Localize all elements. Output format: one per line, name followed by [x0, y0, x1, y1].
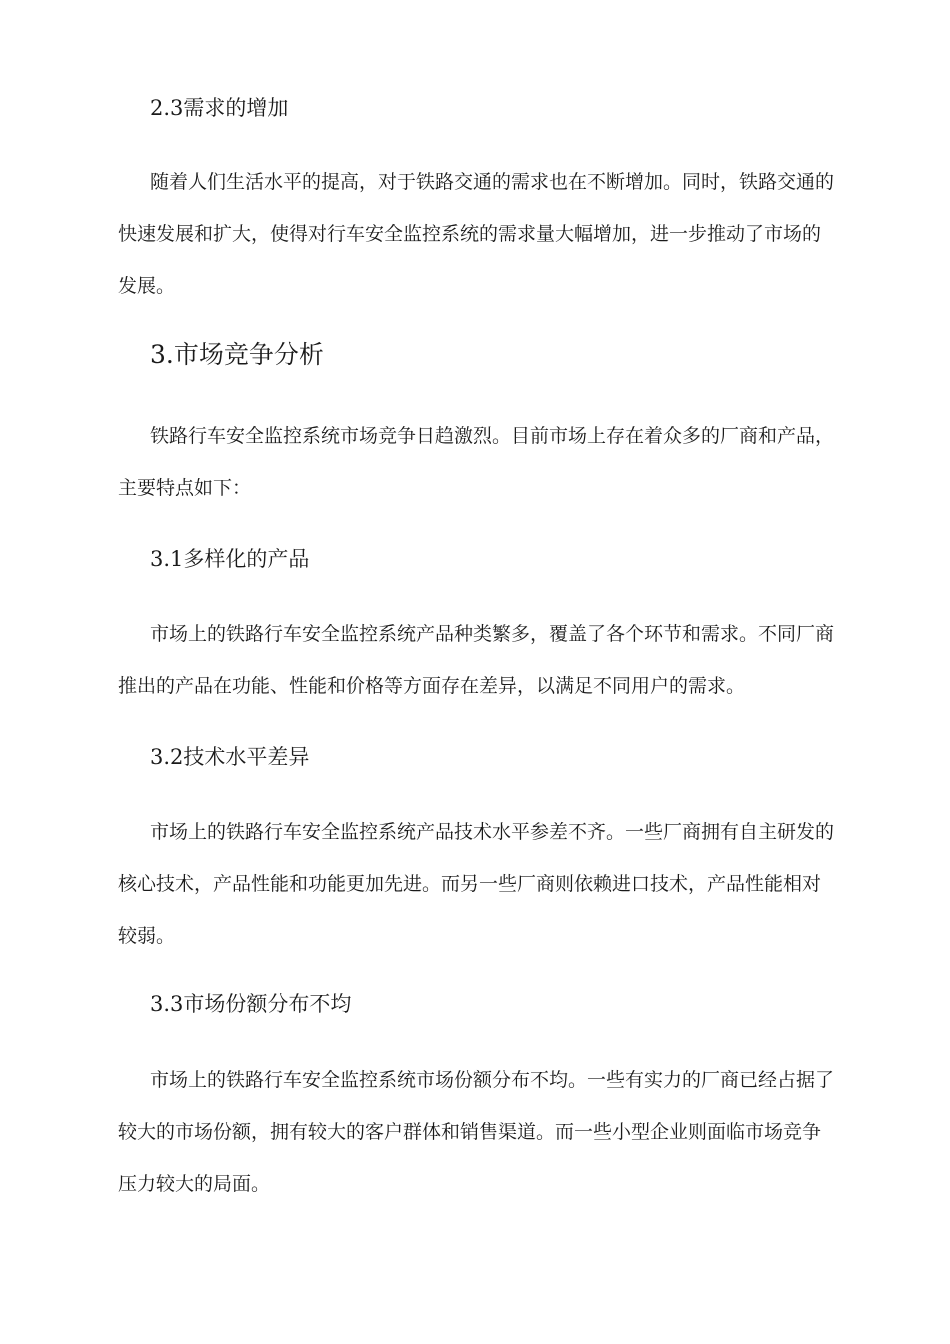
- section-paragraph-3-2: 市场上的铁路行车安全监控系统产品技术水平参差不齐。一些厂商拥有自主研发的核心技术，产品性能和功能更加先进。而另一些厂商则依赖进口技术，产品性能相对较弱。: [118, 821, 835, 947]
- section-heading-2-3: 2.3需求的增加: [150, 96, 289, 120]
- section-heading-3-1: 3.1多样化的产品: [150, 547, 310, 571]
- section-heading-3: 3.市场竞争分析: [150, 340, 324, 369]
- section-paragraph-2-3: 随着人们生活水平的提高，对于铁路交通的需求也在不断增加。同时，铁路交通的快速发展和扩大，使得对行车安全监控系统的需求量大幅增加，进一步推动了市场的发展。: [118, 171, 835, 297]
- section-paragraph-3: 铁路行车安全监控系统市场竞争日趋激烈。目前市场上存在着众多的厂商和产品，主要特点如下：: [118, 425, 835, 499]
- section-heading-3-2: 3.2技术水平差异: [150, 745, 310, 769]
- section-paragraph-3-1: 市场上的铁路行车安全监控系统产品种类繁多，覆盖了各个环节和需求。不同厂商推出的产品在功能、性能和价格等方面存在差异，以满足不同用户的需求。: [118, 623, 835, 697]
- section-heading-3-3: 3.3市场份额分布不均: [150, 992, 352, 1016]
- section-paragraph-3-3: 市场上的铁路行车安全监控系统市场份额分布不均。一些有实力的厂商已经占据了较大的市场份额，拥有较大的客户群体和销售渠道。而一些小型企业则面临市场竞争压力较大的局面。: [118, 1069, 835, 1195]
